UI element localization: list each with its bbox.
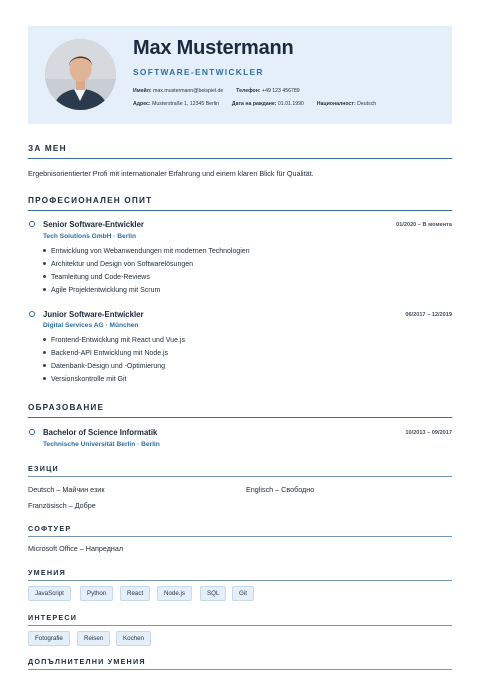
separator-dot: · [105,322,108,329]
section-title-software: СОФТУЕР [28,524,72,533]
job-title: SOFTWARE-ENTWICKLER [133,67,264,77]
skill-tag: Git [232,586,254,601]
divider [28,417,452,418]
divider [28,536,452,537]
contact-row-1 [133,88,300,94]
job-location: Berlin [117,233,136,240]
list-item: Frontend-Entwicklung mit React und Vue.js [43,337,185,344]
list-item: Teamleitung und Code-Reviews [43,274,150,281]
job-dates: 06/2017 – 12/2019 [405,312,452,318]
email-label: Имейл: [133,88,152,94]
section-title-interests: ИНТЕРЕСИ [28,613,78,622]
language-item: Französisch – Добре [28,501,96,510]
section-title-additional: ДОПЪЛНИТЕЛНИ УМЕНИЯ [28,657,146,666]
divider [28,625,452,626]
language-item: Deutsch – Майчин език [28,485,105,494]
school-location: Berlin [141,441,160,448]
software-item: Microsoft Office – Напреднал [28,544,124,553]
job-dates: 01/2020 – В момента [396,222,452,228]
nationality-label: Националност: [316,101,356,107]
skill-tag: Python [80,586,113,601]
phone-value[interactable]: +49 123 456789 [262,88,300,94]
profile-photo [45,39,116,110]
skill-tag: Node.js [157,586,192,601]
list-item: Architektur und Design von Softwarelösungen [43,261,193,268]
list-item: Datenbank-Design und -Optimierung [43,363,165,370]
section-title-experience: ПРОФЕСИОНАЛЕН ОПИТ [28,196,153,205]
degree-title: Bachelor of Science Informatik [43,428,158,437]
list-item: Entwicklung von Webanwendungen mit modernen Technologien [43,248,250,255]
timeline-dot [29,429,35,435]
contact-row-2 [133,101,376,107]
about-text: Ergebnisorientierter Profi mit internationaler Erfahrung und einem klaren Blick für Qualität. [28,169,314,178]
divider [28,669,452,670]
email-value[interactable]: max.mustermann@beispiel.de [153,88,224,94]
nationality-value: Deutsch [357,101,377,107]
separator-dot: · [113,233,116,240]
section-title-education: ОБРАЗОВАНИЕ [28,403,105,412]
timeline-dot [29,221,35,227]
job-company: Digital Services AG [43,322,104,329]
section-title-languages: ЕЗИЦИ [28,464,59,473]
job-role: Junior Software-Entwickler [43,310,144,319]
job-company-line [43,233,136,240]
education-dates: 10/2013 – 09/2017 [405,430,452,436]
school-line [43,441,160,448]
address-label: Адрес: [133,101,151,107]
divider [28,476,452,477]
section-title-skills: УМЕНИЯ [28,568,66,577]
birth-label: Дата на раждане: [231,101,277,107]
job-location: München [109,322,139,329]
divider [28,210,452,211]
skill-tag: JavaScript [28,586,71,601]
skill-tag: React [120,586,150,601]
interest-tag: Fotografie [28,631,70,646]
cv-header [28,26,452,124]
job-role: Senior Software-Entwickler [43,220,144,229]
divider [28,580,452,581]
section-title-about: ЗА МЕН [28,144,67,153]
divider [28,158,452,159]
job-company: Tech Solutions GmbH [43,233,112,240]
timeline-dot [29,311,35,317]
list-item: Versionskontrolle mit Git [43,376,126,383]
birth-value: 01.01.1990 [277,101,304,107]
separator-dot: · [137,441,140,448]
list-item: Agile Projektentwicklung mit Scrum [43,287,160,294]
person-name: Max Mustermann [133,37,294,59]
list-item: Backend-API Entwicklung mit Node.js [43,350,168,357]
language-item: Englisch – Свободно [246,485,315,494]
address-value: Musterstraße 1, 12345 Berlin [152,101,219,107]
phone-label: Телефон: [236,88,261,94]
interest-tag: Reisen [77,631,110,646]
interest-tag: Kochen [116,631,151,646]
skill-tag: SQL [200,586,226,601]
school-name: Technische Universität Berlin [43,441,136,448]
job-company-line [43,322,138,329]
